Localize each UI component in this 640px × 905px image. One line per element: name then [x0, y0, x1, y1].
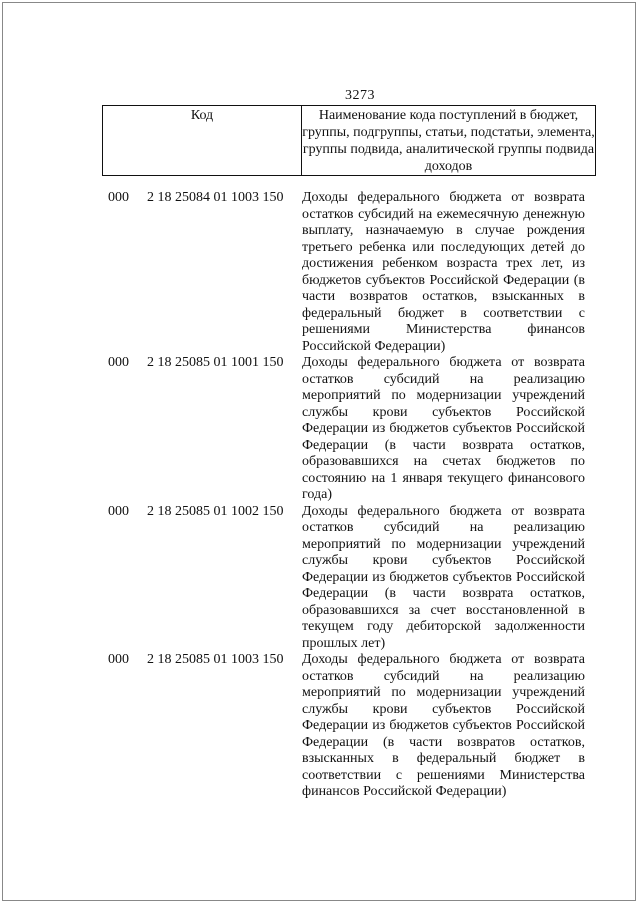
table-row	[104, 652, 586, 801]
page-number: 3273	[345, 88, 375, 103]
income-description: Доходы федерального бюджета от возврата остатков субсидий на реализацию мероприятий по модернизации учреждений службы крови субъектов Российской Федерации из бюджетов субъектов Российской Федерации (в части возврата остатков, образовавшихся на счетах бюджетов по состоянию на 1 января текущего финансового года)	[302, 355, 585, 502]
table-row	[104, 504, 586, 653]
header-code-label: Код	[103, 106, 302, 176]
table-row	[104, 355, 586, 504]
admin-code: 000	[108, 503, 129, 519]
income-description: Доходы федерального бюджета от возврата остатков субсидий на реализацию мероприятий по модернизации учреждений службы крови субъектов Российской Федерации из бюджетов субъектов Российской Федерации (в части возврата остатков, образовавшихся за счет восстановленной в текущем году дебиторской задолженности прошлых лет)	[302, 503, 585, 651]
table-row	[104, 190, 586, 355]
admin-code: 000	[108, 652, 129, 667]
income-code: 2 18 25085 01 1002 150	[147, 503, 284, 519]
income-code: 2 18 25085 01 1001 150	[147, 355, 284, 370]
admin-code: 000	[108, 355, 129, 370]
income-description: Доходы федерального бюджета от возврата остатков субсидий на ежемесячную денежную выплату, назначаемую в случае рождения третьего ребенка или последующих детей до достижения ребенком возраста трех лет, из бюджетов субъектов Российской Федерации (в части возвратов остатков, взысканных в федеральный бюджет в соответствии с решениями Министерства финансов Российской Федерации)	[302, 190, 585, 354]
header-name-label: Наименование кода поступлений в бюджет, группы, подгруппы, статьи, подстатьи, элемента, группы подвида, аналитической группы подвида доходов	[302, 106, 596, 176]
income-code: 2 18 25084 01 1003 150	[147, 190, 284, 205]
header-table	[102, 105, 596, 176]
income-codes-list	[104, 190, 586, 801]
income-code: 2 18 25085 01 1003 150	[147, 652, 284, 667]
admin-code: 000	[108, 190, 129, 205]
income-description: Доходы федерального бюджета от возврата остатков субсидий на реализацию мероприятий по модернизации учреждений службы крови субъектов Российской Федерации из бюджетов субъектов Российской Федерации (в части возвратов остатков, взысканных в федеральный бюджет в соответствии с решениями Министерства финансов Российской Федерации)	[302, 652, 585, 799]
header-row	[103, 106, 596, 176]
